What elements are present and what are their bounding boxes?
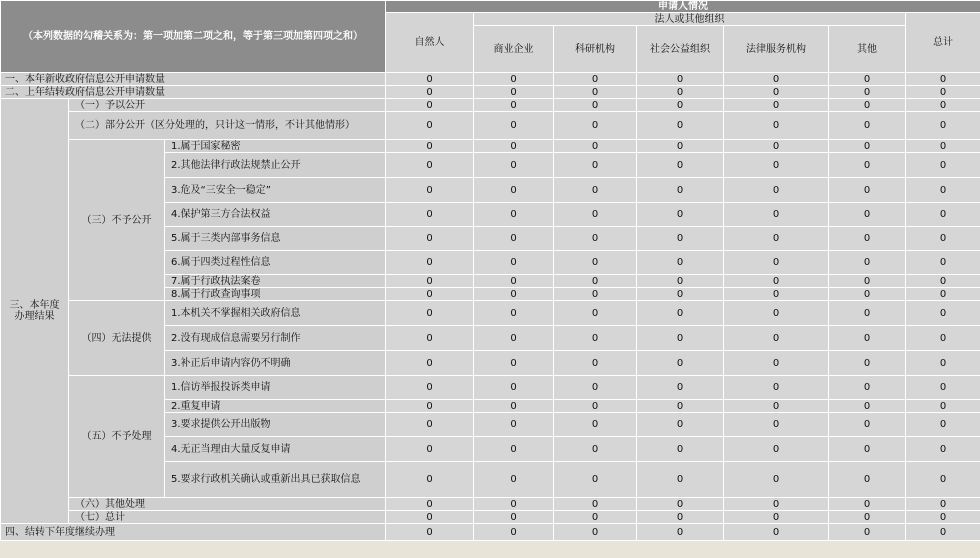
cell-value: 0 <box>829 301 906 326</box>
cell-value: 0 <box>829 153 906 178</box>
row-label: 5.属于三类内部事务信息 <box>165 227 386 251</box>
cell-value: 0 <box>637 112 724 140</box>
cell-value: 0 <box>637 73 724 86</box>
row-label: 5.要求行政机关确认或重新出具已获取信息 <box>165 462 386 498</box>
cell-value: 0 <box>554 178 637 203</box>
cell-value: 0 <box>554 99 637 112</box>
cell-value: 0 <box>637 498 724 511</box>
cell-value: 0 <box>906 99 980 112</box>
cell-value: 0 <box>386 73 474 86</box>
cell-value: 0 <box>829 376 906 400</box>
group-label: （五）不予处理 <box>69 376 165 498</box>
cell-value: 0 <box>637 99 724 112</box>
cell-value: 0 <box>474 275 554 288</box>
cell-value: 0 <box>474 437 554 462</box>
cell-value: 0 <box>554 498 637 511</box>
total-header: 总计 <box>906 13 980 73</box>
cell-value: 0 <box>386 437 474 462</box>
cell-value: 0 <box>554 86 637 99</box>
column-header: 法律服务机构 <box>724 26 829 73</box>
cell-value: 0 <box>724 326 829 351</box>
relation-note-header: （本列数据的勾稽关系为：第一项加第二项之和，等于第三项加第四项之和） <box>1 1 386 73</box>
cell-value: 0 <box>474 326 554 351</box>
cell-value: 0 <box>906 153 980 178</box>
cell-value: 0 <box>474 413 554 437</box>
cell-value: 0 <box>386 275 474 288</box>
cell-value: 0 <box>829 275 906 288</box>
cell-value: 0 <box>724 227 829 251</box>
cell-value: 0 <box>474 203 554 227</box>
row-label: 8.属于行政查询事项 <box>165 288 386 301</box>
cell-value: 0 <box>637 351 724 376</box>
cell-value: 0 <box>637 437 724 462</box>
cell-value: 0 <box>637 153 724 178</box>
cell-value: 0 <box>829 99 906 112</box>
cell-value: 0 <box>637 140 724 153</box>
cell-value: 0 <box>906 437 980 462</box>
cell-value: 0 <box>829 86 906 99</box>
cell-value: 0 <box>386 301 474 326</box>
row-label: 1.本机关不掌握相关政府信息 <box>165 301 386 326</box>
cell-value: 0 <box>724 462 829 498</box>
cell-value: 0 <box>724 140 829 153</box>
row-label: 1.属于国家秘密 <box>165 140 386 153</box>
cell-value: 0 <box>474 301 554 326</box>
cell-value: 0 <box>829 251 906 275</box>
cell-value: 0 <box>724 275 829 288</box>
cell-value: 0 <box>906 203 980 227</box>
cell-value: 0 <box>474 511 554 524</box>
cell-value: 0 <box>906 86 980 99</box>
cell-value: 0 <box>724 376 829 400</box>
cell-value: 0 <box>906 178 980 203</box>
cell-value: 0 <box>829 178 906 203</box>
cell-value: 0 <box>386 400 474 413</box>
natural-person-header: 自然人 <box>386 13 474 73</box>
row-label: 3.危及“三安全一稳定” <box>165 178 386 203</box>
cell-value: 0 <box>386 511 474 524</box>
row-label: 一、本年新收政府信息公开申请数量 <box>1 73 386 86</box>
cell-value: 0 <box>724 99 829 112</box>
cell-value: 0 <box>554 437 637 462</box>
row-label: 2.其他法律行政法规禁止公开 <box>165 153 386 178</box>
cell-value: 0 <box>724 351 829 376</box>
row-label: 四、结转下年度继续办理 <box>1 524 386 541</box>
cell-value: 0 <box>474 524 554 541</box>
cell-value: 0 <box>554 413 637 437</box>
cell-value: 0 <box>829 511 906 524</box>
cell-value: 0 <box>554 251 637 275</box>
cell-value: 0 <box>724 251 829 275</box>
cell-value: 0 <box>386 288 474 301</box>
cell-value: 0 <box>554 288 637 301</box>
row-label: 1.信访举报投诉类申请 <box>165 376 386 400</box>
cell-value: 0 <box>554 351 637 376</box>
column-header: 社会公益组织 <box>637 26 724 73</box>
cell-value: 0 <box>386 140 474 153</box>
cell-value: 0 <box>474 112 554 140</box>
cell-value: 0 <box>829 203 906 227</box>
cell-value: 0 <box>906 275 980 288</box>
cell-value: 0 <box>386 351 474 376</box>
cell-value: 0 <box>906 251 980 275</box>
cell-value: 0 <box>829 73 906 86</box>
cell-value: 0 <box>474 288 554 301</box>
row-label: 二、上年结转政府信息公开申请数量 <box>1 86 386 99</box>
cell-value: 0 <box>906 112 980 140</box>
cell-value: 0 <box>724 73 829 86</box>
cell-value: 0 <box>474 140 554 153</box>
cell-value: 0 <box>829 400 906 413</box>
cell-value: 0 <box>386 112 474 140</box>
legal-entity-group-header: 法人或其他组织 <box>474 13 906 26</box>
row-label: （二）部分公开（区分处理的，只计这一情形，不计其他情形） <box>69 112 386 140</box>
cell-value: 0 <box>906 498 980 511</box>
cell-value: 0 <box>724 153 829 178</box>
cell-value: 0 <box>554 153 637 178</box>
cell-value: 0 <box>906 462 980 498</box>
cell-value: 0 <box>829 524 906 541</box>
cell-value: 0 <box>474 376 554 400</box>
cell-value: 0 <box>554 203 637 227</box>
cell-value: 0 <box>474 153 554 178</box>
cell-value: 0 <box>724 498 829 511</box>
cell-value: 0 <box>554 462 637 498</box>
cell-value: 0 <box>386 462 474 498</box>
cell-value: 0 <box>724 178 829 203</box>
cell-value: 0 <box>724 413 829 437</box>
group-label: （三）不予公开 <box>69 140 165 301</box>
cell-value: 0 <box>386 227 474 251</box>
cell-value: 0 <box>906 376 980 400</box>
cell-value: 0 <box>554 112 637 140</box>
cell-value: 0 <box>386 178 474 203</box>
cell-value: 0 <box>637 462 724 498</box>
cell-value: 0 <box>474 251 554 275</box>
cell-value: 0 <box>554 301 637 326</box>
cell-value: 0 <box>906 301 980 326</box>
cell-value: 0 <box>474 400 554 413</box>
cell-value: 0 <box>554 140 637 153</box>
cell-value: 0 <box>554 227 637 251</box>
cell-value: 0 <box>906 326 980 351</box>
cell-value: 0 <box>474 498 554 511</box>
cell-value: 0 <box>474 73 554 86</box>
cell-value: 0 <box>554 326 637 351</box>
row-label: （一）予以公开 <box>69 99 386 112</box>
cell-value: 0 <box>724 301 829 326</box>
cell-value: 0 <box>637 326 724 351</box>
cell-value: 0 <box>637 178 724 203</box>
cell-value: 0 <box>554 524 637 541</box>
cell-value: 0 <box>906 73 980 86</box>
column-header: 科研机构 <box>554 26 637 73</box>
cell-value: 0 <box>906 140 980 153</box>
column-header: 商业企业 <box>474 26 554 73</box>
row-label: 2.没有现成信息需要另行制作 <box>165 326 386 351</box>
cell-value: 0 <box>637 227 724 251</box>
cell-value: 0 <box>724 437 829 462</box>
row-label: 3.要求提供公开出版物 <box>165 413 386 437</box>
cell-value: 0 <box>554 275 637 288</box>
applicant-situation-header: 申请人情况 <box>386 1 980 13</box>
cell-value: 0 <box>474 351 554 376</box>
cell-value: 0 <box>829 227 906 251</box>
row-label: 7.属于行政执法案卷 <box>165 275 386 288</box>
cell-value: 0 <box>554 73 637 86</box>
cell-value: 0 <box>474 99 554 112</box>
cell-value: 0 <box>724 203 829 227</box>
row-label: 2.重复申请 <box>165 400 386 413</box>
cell-value: 0 <box>554 511 637 524</box>
cell-value: 0 <box>474 462 554 498</box>
cell-value: 0 <box>829 140 906 153</box>
cell-value: 0 <box>637 288 724 301</box>
cell-value: 0 <box>637 400 724 413</box>
cell-value: 0 <box>829 462 906 498</box>
cell-value: 0 <box>637 251 724 275</box>
cell-value: 0 <box>637 203 724 227</box>
cell-value: 0 <box>386 86 474 99</box>
cell-value: 0 <box>906 288 980 301</box>
section-three-label: 三、本年度办理结果 <box>1 99 69 524</box>
cell-value: 0 <box>829 437 906 462</box>
cell-value: 0 <box>386 413 474 437</box>
cell-value: 0 <box>724 400 829 413</box>
cell-value: 0 <box>637 413 724 437</box>
cell-value: 0 <box>829 288 906 301</box>
cell-value: 0 <box>724 511 829 524</box>
cell-value: 0 <box>906 351 980 376</box>
row-label: （六）其他处理 <box>69 498 386 511</box>
cell-value: 0 <box>637 511 724 524</box>
row-label: 4.保护第三方合法权益 <box>165 203 386 227</box>
cell-value: 0 <box>829 351 906 376</box>
cell-value: 0 <box>829 326 906 351</box>
cell-value: 0 <box>906 413 980 437</box>
cell-value: 0 <box>637 275 724 288</box>
cell-value: 0 <box>474 86 554 99</box>
cell-value: 0 <box>829 112 906 140</box>
row-label: 6.属于四类过程性信息 <box>165 251 386 275</box>
cell-value: 0 <box>829 413 906 437</box>
cell-value: 0 <box>906 511 980 524</box>
row-label: 4.无正当理由大量反复申请 <box>165 437 386 462</box>
cell-value: 0 <box>386 203 474 227</box>
row-label: 3.补正后申请内容仍不明确 <box>165 351 386 376</box>
cell-value: 0 <box>906 227 980 251</box>
cell-value: 0 <box>386 498 474 511</box>
cell-value: 0 <box>554 376 637 400</box>
cell-value: 0 <box>637 524 724 541</box>
cell-value: 0 <box>474 227 554 251</box>
cell-value: 0 <box>386 376 474 400</box>
cell-value: 0 <box>724 112 829 140</box>
cell-value: 0 <box>724 86 829 99</box>
cell-value: 0 <box>906 524 980 541</box>
cell-value: 0 <box>829 498 906 511</box>
cell-value: 0 <box>386 99 474 112</box>
cell-value: 0 <box>906 400 980 413</box>
cell-value: 0 <box>637 376 724 400</box>
cell-value: 0 <box>474 178 554 203</box>
cell-value: 0 <box>386 251 474 275</box>
cell-value: 0 <box>386 326 474 351</box>
column-header: 其他 <box>829 26 906 73</box>
cell-value: 0 <box>637 301 724 326</box>
cell-value: 0 <box>386 524 474 541</box>
cell-value: 0 <box>637 86 724 99</box>
cell-value: 0 <box>554 400 637 413</box>
cell-value: 0 <box>724 524 829 541</box>
cell-value: 0 <box>386 153 474 178</box>
group-label: （四）无法提供 <box>69 301 165 376</box>
cell-value: 0 <box>724 288 829 301</box>
row-label: （七）总计 <box>69 511 386 524</box>
